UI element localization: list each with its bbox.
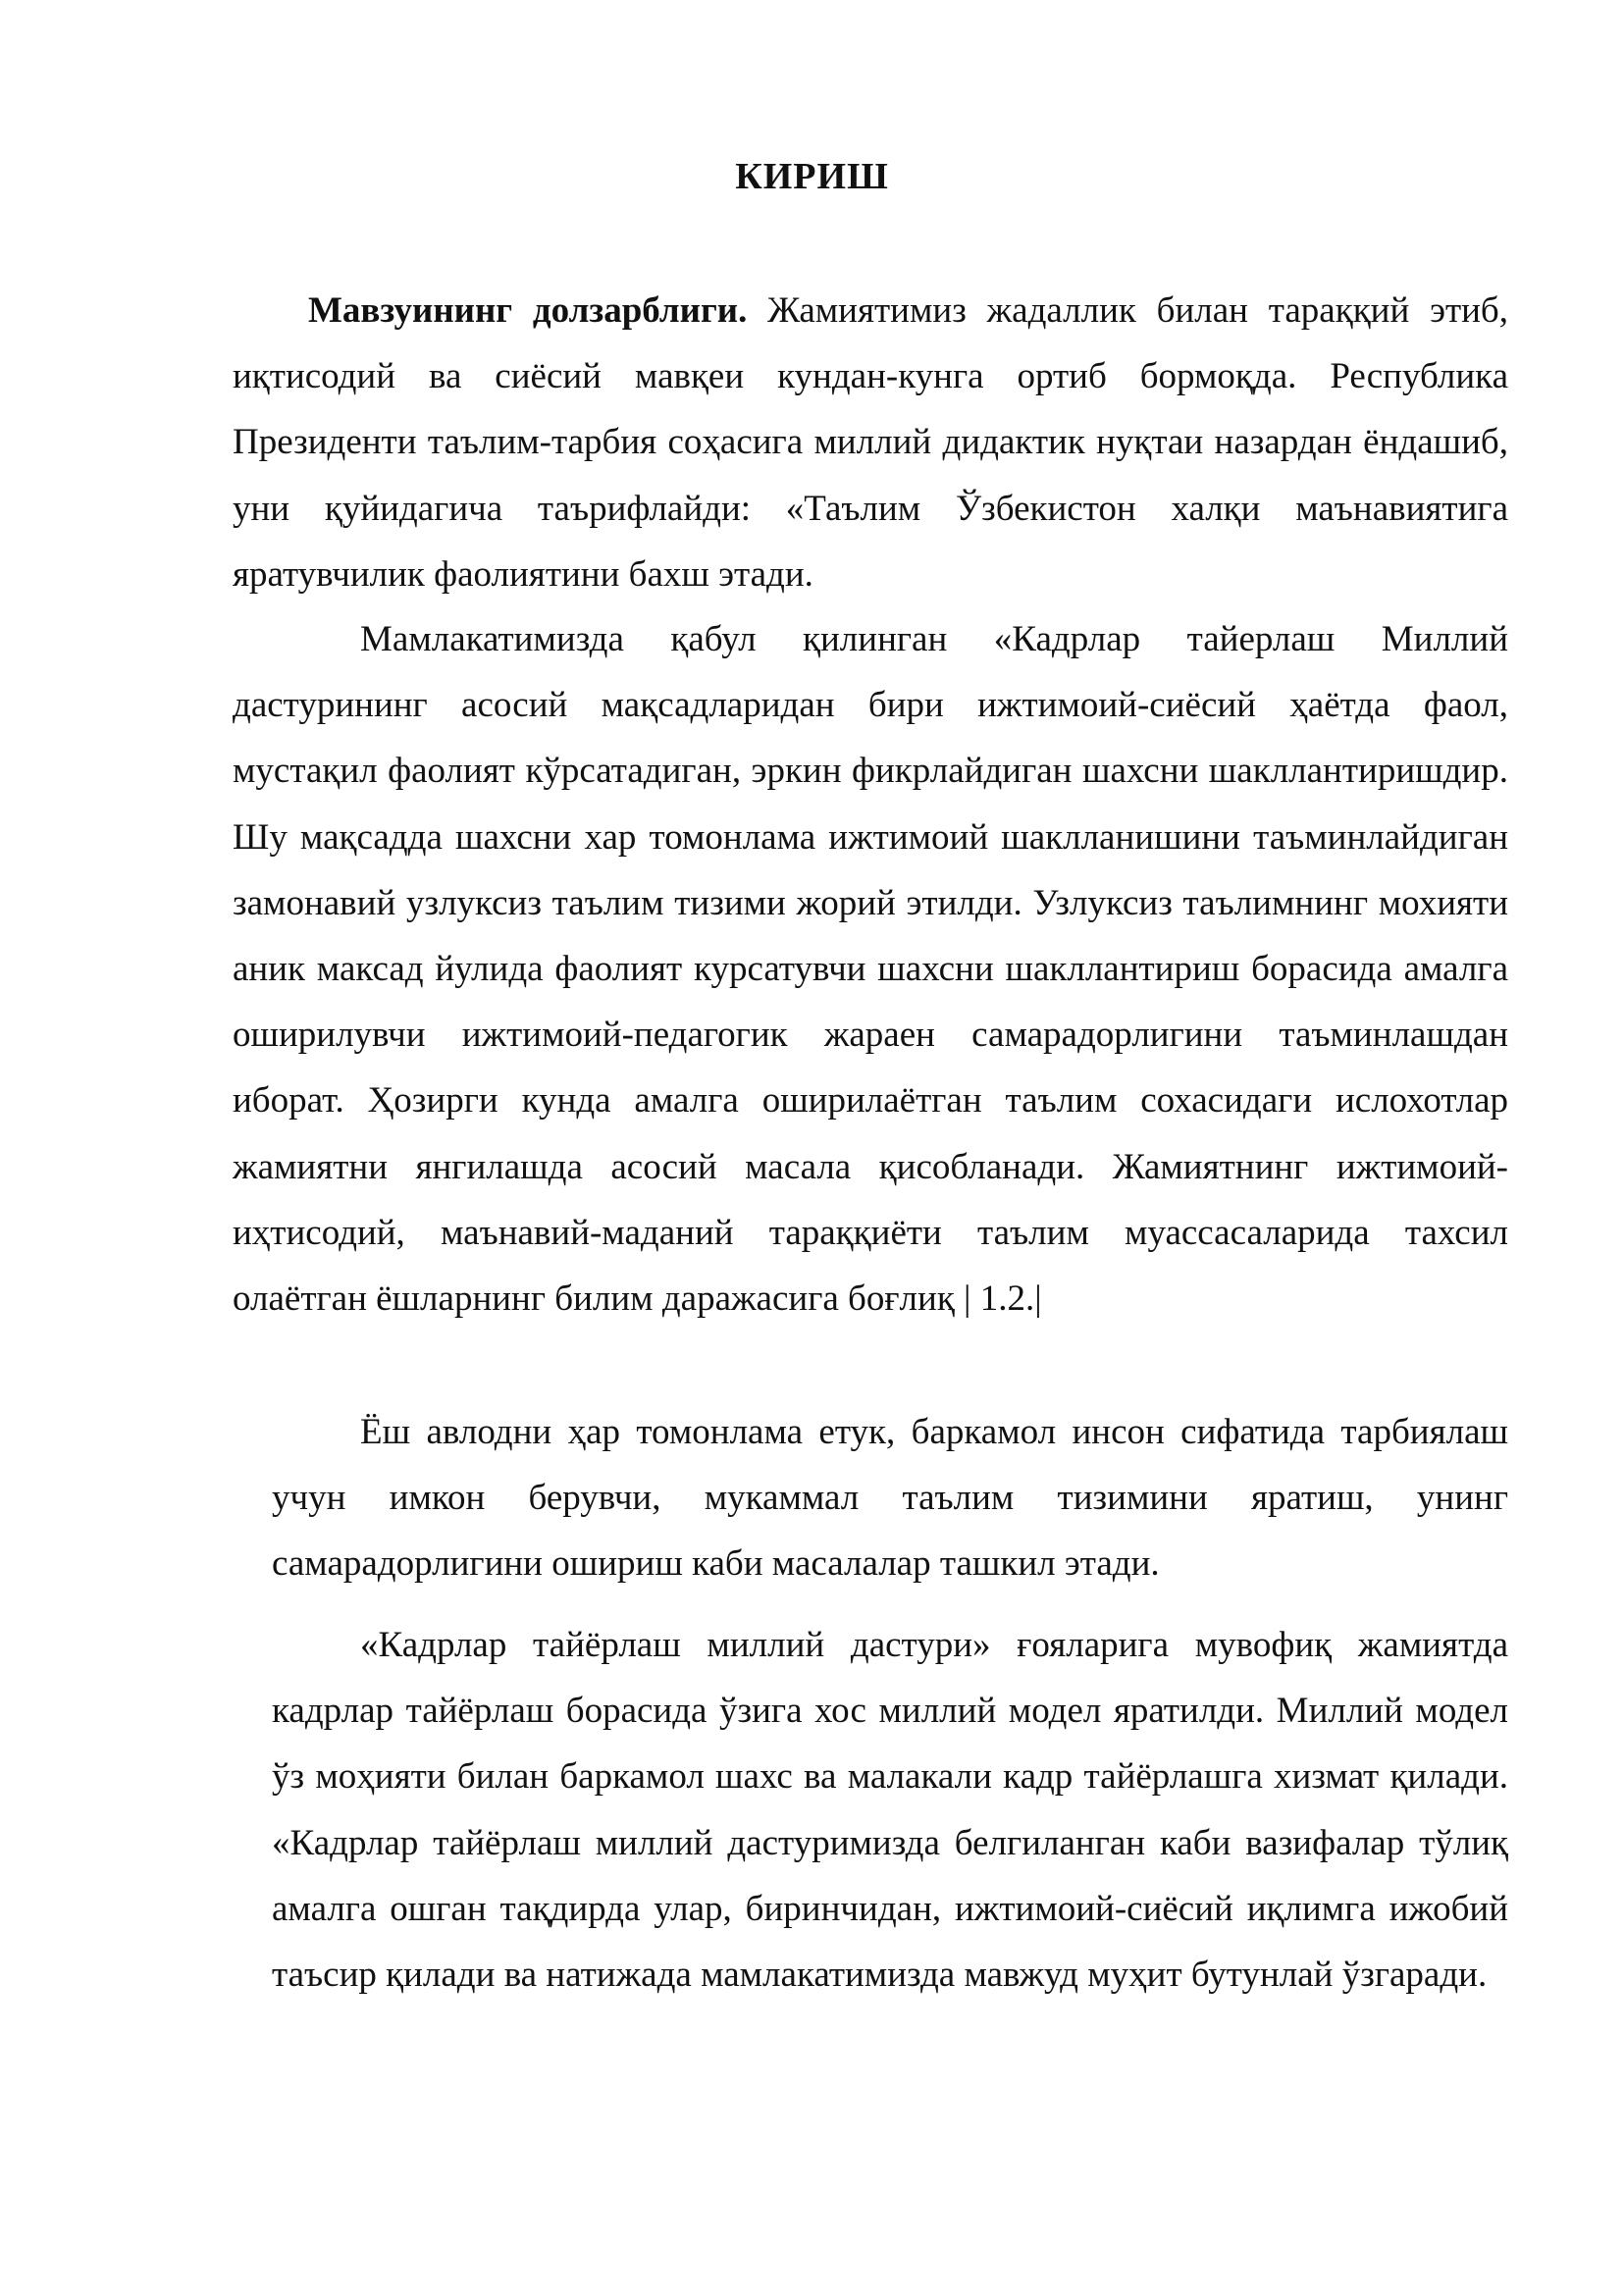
paragraph-young-generation: Ёш авлодни ҳар томонлама етук, баркамол инсон сифатида тарбиялаш учун имкон берувчи, мукаммал таълим тизимини яратиш, унинг самарадорлигини ошириш каби масалалар ташкил этади. (272, 1412, 1508, 1585)
paragraph-national-model: «Кадрлар тайёрлаш миллий дастури» ғояларига мувофиқ жамиятда кадрлар тайёрлаш борасида ўзига хос миллий модел яратилди. Миллий модел ўз моҳияти билан баркамол шахс ва малакали кадр тайёрлашга хизмат қилади. «Кадрлар тайёрлаш миллий дастуримизда белгиланган каби вазифалар тўлиқ амалга ошган тақдирда улар, биринчидан, ижтимоий-сиёсий иқлимга ижобий таъсир қилади ва натижада мамлакатимизда мавжуд муҳит бутунлай ўзгаради. (272, 1625, 1508, 1996)
paragraph-text: Жамиятимиз жадаллик билан тараққий этиб, иқтисодий ва сиёсий мавқеи кундан-кунга ортиб бормоқда. Республика Президенти таълим-тарбия соҳасига миллий дидактик нуқтаи назардан ёндашиб, уни қуйидагича таърифлайди: «Таълим Ўзбекистон халқи маънавиятига яратувчилик фаолиятини бахш этади. (233, 290, 1508, 595)
paragraph-national-program: Мамлакатимизда қабул қилинган «Кадрлар тайерлаш Миллий дастурининг асосий мақсадларидан бири ижтимоий-сиёсий ҳаётда фаол, мустақил фаолият кўрсатадиган, эркин фикрлайдиган шахсни шакллантиришдир. Шу мақсадда шахсни хар томонлама ижтимоий шаклланишини таъминлайдиган замонавий узлуксиз таълим тизими жорий этилди. Узлуксиз таълимнинг мохияти аник максад йулида фаолият курсатувчи шахсни шакллантириш борасида амалга оширилувчи ижтимоий-педагогик жараен самарадорлигини таъминлашдан иборат. Ҳозирги кунда амалга оширилаётган таълим сохасидаги ислохотлар жамиятни янгилашда асосий масала қисобланади. Жамиятнинг ижтимоий-иҳтисодий, маънавий-маданий тараққиёти таълим муассасаларида тахсил олаётган ёшларнинг билим даражасига боғлиқ | 1.2.| (233, 619, 1508, 1320)
paragraph-relevance (233, 278, 1508, 607)
page-title: КИРИШ (735, 156, 889, 197)
paragraph-lead: Мавзуининг долзарблиги. (308, 290, 748, 331)
